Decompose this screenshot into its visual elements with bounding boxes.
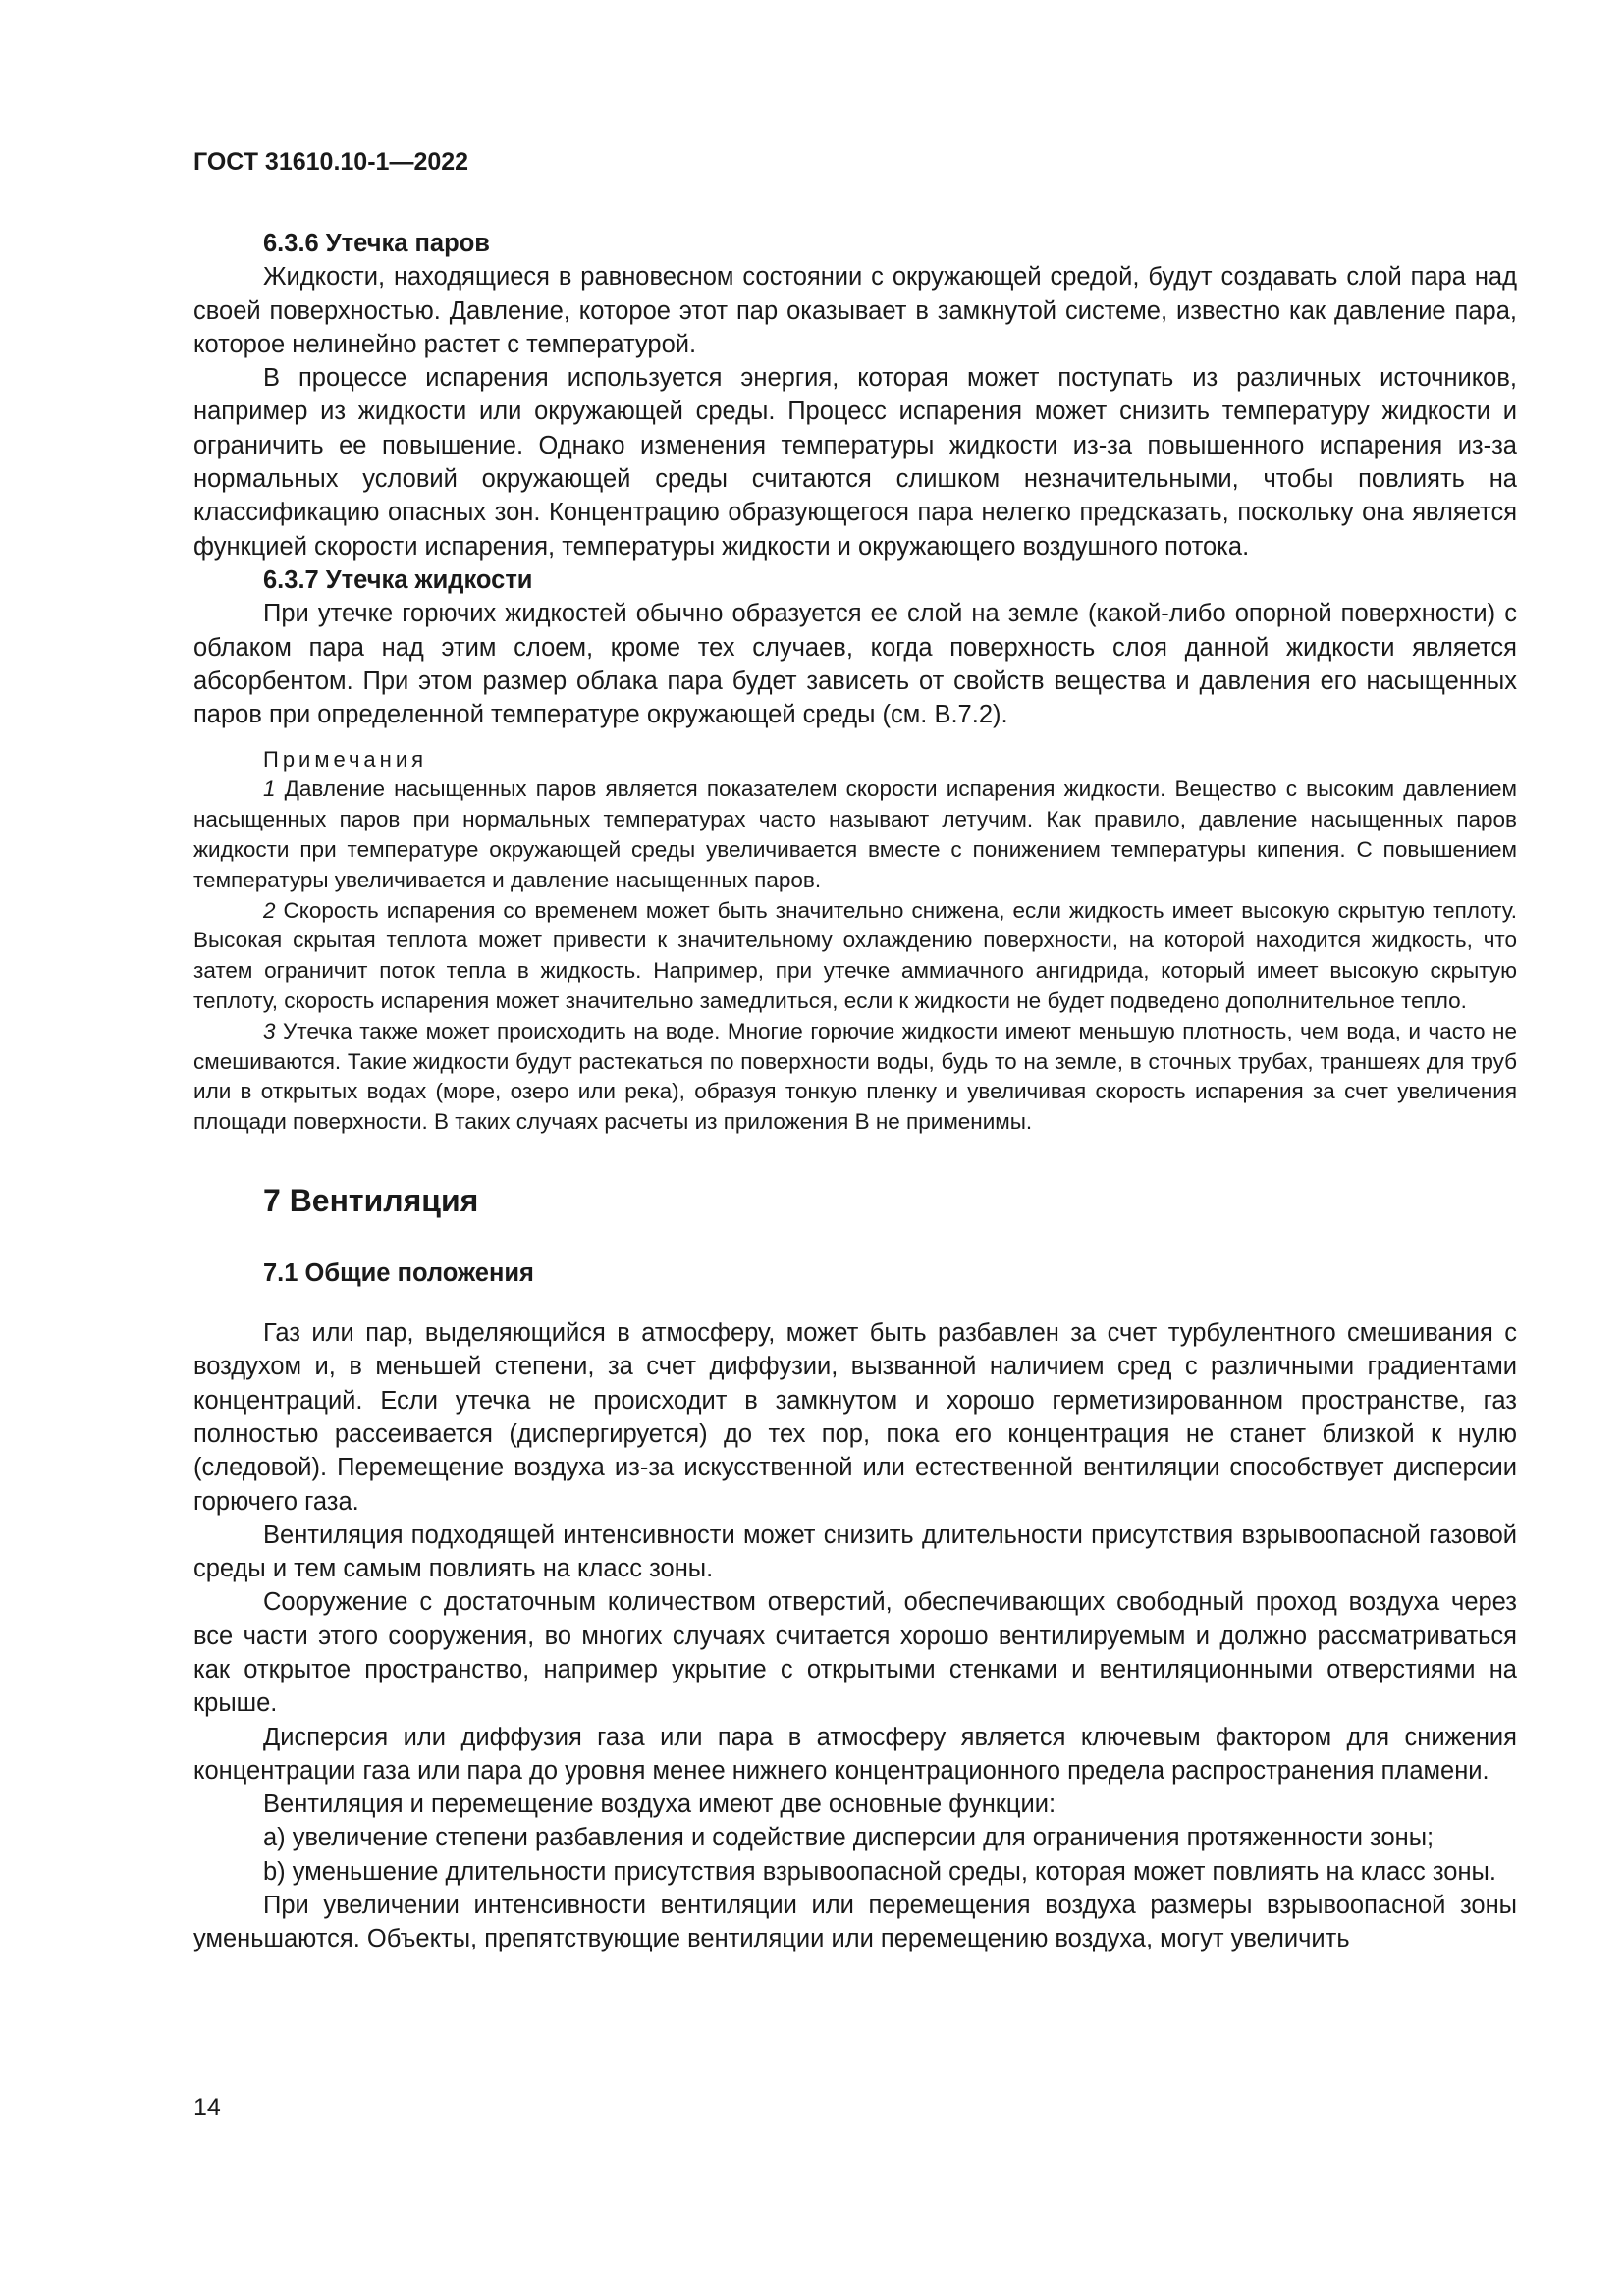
list-item-a: а) увеличение степени разбавления и содействие дисперсии для ограничения протяженности зоны; (263, 1824, 1435, 1852)
note-number: 3 (263, 1018, 276, 1043)
page-body (193, 227, 1517, 1956)
page-number: 14 (193, 2094, 221, 2121)
section-6-3-6-paragraph-1: Жидкости, находящиеся в равновесном состоянии с окружающей средой, будут создавать слой пара над своей поверхностью. Давление, которое этот пар оказывает в замкнутой системе, известно как давление пара, которое нелинейно растет с температурой. (193, 263, 1517, 358)
list-item-b: b) уменьшение длительности присутствия взрывоопасной среды, которая может повлиять на класс зоны. (263, 1857, 1496, 1886)
note-item (193, 1017, 1517, 1138)
note-item (193, 896, 1517, 1017)
note-text: Утечка также может происходить на воде. Многие горючие жидкости имеют меньшую плотность, чем вода, и часто не смешиваются. Такие жидкости будут растекаться по поверхности воды, будь то на земле, в сточных трубах, траншеях для труб или в открытых водах (море, озеро или река), образуя тонкую пленку и увеличивая скорость испарения за счет увеличения площади поверхности. В таких случаях расчеты из приложения В не применимы. (193, 1018, 1517, 1135)
section-7-1-paragraph: Вентиляция подходящей интенсивности может снизить длительности присутствия взрывоопасной газовой среды и тем самым повлиять на класс зоны. (193, 1521, 1517, 1583)
section-7-title: 7 Вентиляция (263, 1183, 479, 1219)
section-7-1-paragraph: При увеличении интенсивности вентиляции или перемещения воздуха размеры взрывоопасной зоны уменьшаются. Объекты, препятствующие вентиляции или перемещению воздуха, могут увеличить (193, 1892, 1517, 1953)
note-text: Давление насыщенных паров является показателем скорости испарения жидкости. Вещество с высоким давлением насыщенных паров при нормальных температурах часто называют летучим. Как правило, давление насыщенных паров жидкости при температуре окружающей среды увеличивается вместе с понижением температуры кипения. С повышением температуры увеличивается и давление насыщенных паров. (193, 776, 1517, 892)
note-number: 1 (263, 776, 276, 802)
note-item (193, 774, 1517, 895)
section-6-3-7-title: 6.3.7 Утечка жидкости (263, 565, 533, 594)
section-7-1-paragraph: Дисперсия или диффузия газа или пара в атмосферу является ключевым фактором для снижения концентрации газа или пара до уровня менее нижнего концентрационного предела распространения пламени. (193, 1723, 1517, 1785)
note-number: 2 (263, 897, 276, 923)
section-6-3-6-paragraph-2: В процессе испарения используется энергия, которая может поступать из различных источников, например из жидкости или окружающей среды. Процесс испарения может снизить температуру жидкости и ограничить ее повышение. Однако изменения температуры жидкости из-за повышенного испарения из-за нормальных условий окружающей среды считаются слишком незначительными, чтобы повлиять на классификацию опасных зон. Концентрацию образующегося пара нелегко предсказать, поскольку она является функцией скорости испарения, температуры жидкости и окружающего воздушного потока. (193, 364, 1517, 561)
section-7-1-paragraph: Сооружение с достаточным количеством отверстий, обеспечивающих свободный проход воздуха через все части этого сооружения, во многих случаях считается хорошо вентилируемым и должно рассматриваться как открытое пространство, например укрытие с открытыми стенками и вентиляционными отверстиями на крыше. (193, 1588, 1517, 1718)
section-6-3-7-paragraph-1: При утечке горючих жидкостей обычно образуется ее слой на земле (какой-либо опорной поверхности) с облаком пара над этим слоем, кроме тех случаев, когда поверхность слоя данной жидкости является абсорбентом. При этом размер облака пара будет зависеть от свойств вещества и давления его насыщенных паров при определенной температуре окружающей среды (см. В.7.2). (193, 600, 1517, 729)
document-header: ГОСТ 31610.10-1—2022 (193, 148, 469, 176)
section-6-3-6-title: 6.3.6 Утечка паров (263, 230, 490, 257)
notes-title: Примечания (263, 747, 428, 773)
section-7-1-title: 7.1 Общие положения (263, 1259, 534, 1288)
note-text: Скорость испарения со временем может быть значительно снижена, если жидкость имеет высокую скрытую теплоту. Высокая скрытая теплота может привести к значительному охлаждению поверхности, на которой находится жидкость, что затем ограничит поток тепла в жидкость. Например, при утечке аммиачного ангидрида, который имеет высокую скрытую теплоту, скорость испарения может значительно замедлиться, если к жидкости не будет подведено дополнительное тепло. (193, 897, 1517, 1014)
section-7-1-paragraph: Вентиляция и перемещение воздуха имеют две основные функции: (263, 1790, 1056, 1819)
section-7-1-paragraph: Газ или пар, выделяющийся в атмосферу, может быть разбавлен за счет турбулентного смешивания с воздухом и, в меньшей степени, за счет диффузии, вызванной наличием сред с различными градиентами концентраций. Если утечка не происходит в замкнутом и хорошо герметизированном пространстве, газ полностью рассеивается (диспергируется) до тех пор, пока его концентрация не станет близкой к нулю (следовой). Перемещение воздуха из-за искусственной или естественной вентиляции способствует дисперсии горючего газа. (193, 1319, 1517, 1516)
